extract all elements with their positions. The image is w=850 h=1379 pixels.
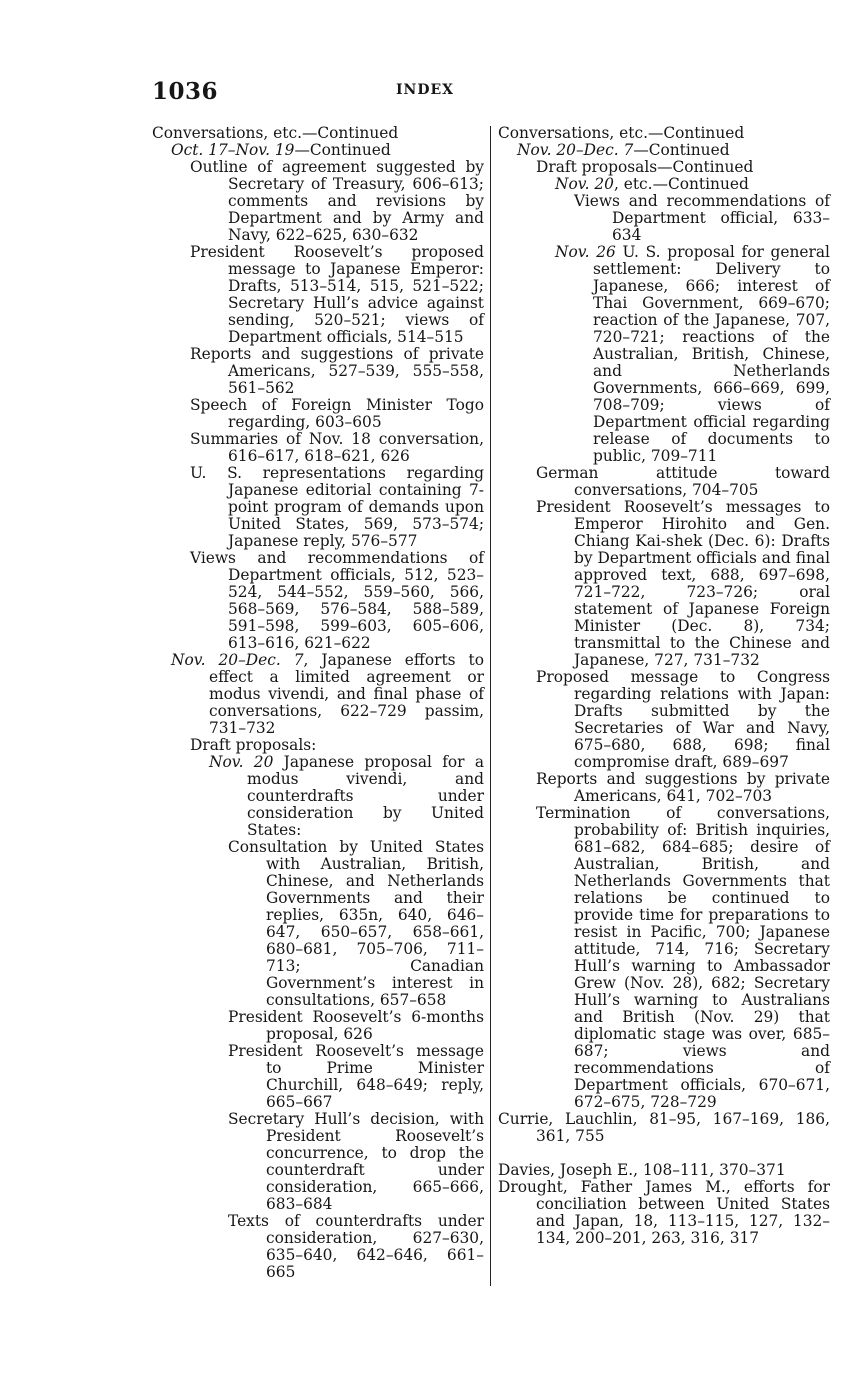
index-entry bbox=[152, 652, 484, 737]
index-entry bbox=[152, 1043, 484, 1111]
index-entry bbox=[498, 1111, 830, 1145]
index-entry bbox=[498, 465, 830, 499]
entry-text: Japanese proposal for a modus vivendi, and counterdrafts under consideration by United States: bbox=[247, 753, 484, 839]
entry-text: U. S. proposal for general settlement: Delivery to Japanese, 666; interest of Thai Government, 669–670; reaction of the Japanese, 707, 720–721; reactions of the Australian, British, Chinese, and Netherlands Governments, 666–669, 699, 708–709; views of Department official regarding release of documents to public, 709–711 bbox=[593, 243, 830, 465]
column-divider bbox=[490, 126, 491, 1286]
index-entry bbox=[498, 244, 830, 465]
index-entry bbox=[152, 1213, 484, 1281]
entry-text: Summaries of Nov. 18 conversation, 616–617, 618–621, 626 bbox=[190, 430, 484, 465]
entry-text: Views and recommendations of Department officials, 512, 523–524, 544–552, 559–560, 566, 568–569, 576–584, 588–589, 591–598, 599–603, 605–606, 613–616, 621–622 bbox=[190, 549, 484, 652]
index-entry bbox=[498, 159, 830, 176]
index-entry bbox=[152, 142, 484, 159]
entry-text: President Roosevelt’s proposed message to Japanese Emperor: Drafts, 513–514, 515, 521–522; Secretary Hull’s advice against sending, 520–521; views of Department officials, 514–515 bbox=[190, 243, 484, 346]
entry-text: Outline of agreement suggested by Secretary of Treasury, 606–613; comments and revisions by Department and by Army and Navy, 622–625, 630–632 bbox=[190, 158, 484, 244]
entry-date-lead: Nov. 26 bbox=[555, 243, 616, 261]
page-number: 1036 bbox=[152, 78, 219, 105]
entry-date-lead: Nov. 20–Dec. 7 bbox=[171, 651, 304, 669]
entry-text: —Continued bbox=[294, 141, 391, 159]
entry-text: President Roosevelt’s message to Prime Minister Churchill, 648–649; reply, 665–667 bbox=[228, 1042, 484, 1111]
index-entry bbox=[152, 1009, 484, 1043]
entry-date-lead: Oct. 17–Nov. 19 bbox=[171, 141, 295, 159]
entry-date-lead: Nov. 20 bbox=[209, 753, 274, 771]
left-column bbox=[152, 125, 484, 1281]
entry-date-lead: Nov. 20–Dec. 7 bbox=[517, 141, 634, 159]
entry-text: Speech of Foreign Minister Togo regarding, 603–605 bbox=[190, 396, 484, 431]
index-entry bbox=[498, 176, 830, 193]
index-entry bbox=[498, 669, 830, 771]
entry-text: Termination of conversations, probability of: British inquiries, 681–682, 684–685; desire of Australian, British, and Netherlands Governments that relations be continued to provide time for preparations to resist in Pacific, 700; Japanese attitude, 714, 716; Secretary Hull’s warning to Ambassador Grew (Nov. 28), 682; Secretary Hull’s warning to Australians and British (Nov. 29) that diplomatic stage was over, 685–687; views and recommendations of Department officials, 670–671, 672–675, 728–729 bbox=[536, 804, 830, 1111]
entry-text: Texts of counterdrafts under consideration, 627–630, 635–640, 642–646, 661–665 bbox=[228, 1212, 484, 1281]
entry-text: Currie, Lauchlin, 81–95, 167–169, 186, 361, 755 bbox=[498, 1110, 830, 1145]
running-head: INDEX bbox=[395, 82, 455, 98]
entry-text: , etc.—Continued bbox=[613, 175, 749, 193]
entry-date-lead: Nov. 20 bbox=[555, 175, 614, 193]
entry-text: Conversations, etc.—Continued bbox=[498, 124, 745, 142]
index-entry bbox=[498, 193, 830, 244]
index-entry bbox=[498, 771, 830, 805]
index-entry bbox=[152, 159, 484, 244]
index-entry bbox=[498, 142, 830, 159]
right-column bbox=[498, 125, 830, 1247]
index-entry bbox=[152, 1111, 484, 1213]
entry-text: Consultation by United States with Australian, British, Chinese, and Netherlands Governments and their replies, 635n, 640, 646–647, 650–657, 658–661, 680–681, 705–706, 711–713; Canadian Government’s interest in consultations, 657–658 bbox=[228, 838, 484, 1009]
entry-text: President Roosevelt’s messages to Emperor Hirohito and Gen. Chiang Kai-shek (Dec. 6): Drafts by Department officials and final approved text, 688, 697–698, 721–722, 723–726; oral statement of Japanese Foreign Minister (Dec. 8), 734; transmittal to the Chinese and Japanese, 727, 731–732 bbox=[536, 498, 830, 669]
entry-text: Views and recommendations of Department official, 633–634 bbox=[574, 192, 830, 244]
entry-text: Reports and suggestions of private Americans, 527–539, 555–558, 561–562 bbox=[190, 345, 484, 397]
index-entry bbox=[152, 550, 484, 652]
index-entry bbox=[152, 346, 484, 397]
index-entry bbox=[152, 465, 484, 550]
entry-text: Drought, Father James M., efforts for conciliation between United States and Japan, 18, 113–115, 127, 132–134, 200–201, 263, 316, 317 bbox=[498, 1178, 830, 1247]
index-entry bbox=[498, 125, 830, 142]
entry-text: Draft proposals: bbox=[190, 736, 317, 754]
index-entry bbox=[152, 431, 484, 465]
index-entry bbox=[498, 1162, 830, 1179]
index-entry bbox=[152, 244, 484, 346]
index-entry bbox=[152, 839, 484, 1009]
entry-text: Davies, Joseph E., 108–111, 370–371 bbox=[498, 1161, 786, 1179]
entry-text: , Japanese efforts to effect a limited agreement or modus vivendi, and final phase of conversations, 622–729 passim, 731–732 bbox=[209, 651, 484, 737]
entry-text: U. S. representations regarding Japanese editorial containing 7-point program of demands upon United States, 569, 573–574; Japanese reply, 576–577 bbox=[190, 464, 484, 550]
entry-text: Conversations, etc.—Continued bbox=[152, 124, 399, 142]
index-entry bbox=[498, 1179, 830, 1247]
index-entry bbox=[152, 754, 484, 839]
index-entry bbox=[498, 805, 830, 1111]
index-entry bbox=[152, 397, 484, 431]
index-entry bbox=[152, 125, 484, 142]
entry-text: German attitude toward conversations, 704–705 bbox=[536, 464, 830, 499]
entry-text: Secretary Hull’s decision, with President Roosevelt’s concurrence, to drop the counterdraft under consideration, 665–666, 683–684 bbox=[228, 1110, 484, 1213]
entry-text: Proposed message to Congress regarding relations with Japan: Drafts submitted by the Secretaries of War and Navy, 675–680, 688, 698; final compromise draft, 689–697 bbox=[536, 668, 830, 771]
entry-text: Draft proposals—Continued bbox=[536, 158, 754, 176]
index-entry bbox=[152, 737, 484, 754]
entry-text: Reports and suggestions by private Americans, 641, 702–703 bbox=[536, 770, 830, 805]
index-entry bbox=[498, 499, 830, 669]
entry-text: President Roosevelt’s 6-months proposal, 626 bbox=[228, 1008, 484, 1043]
entry-text: —Continued bbox=[633, 141, 730, 159]
